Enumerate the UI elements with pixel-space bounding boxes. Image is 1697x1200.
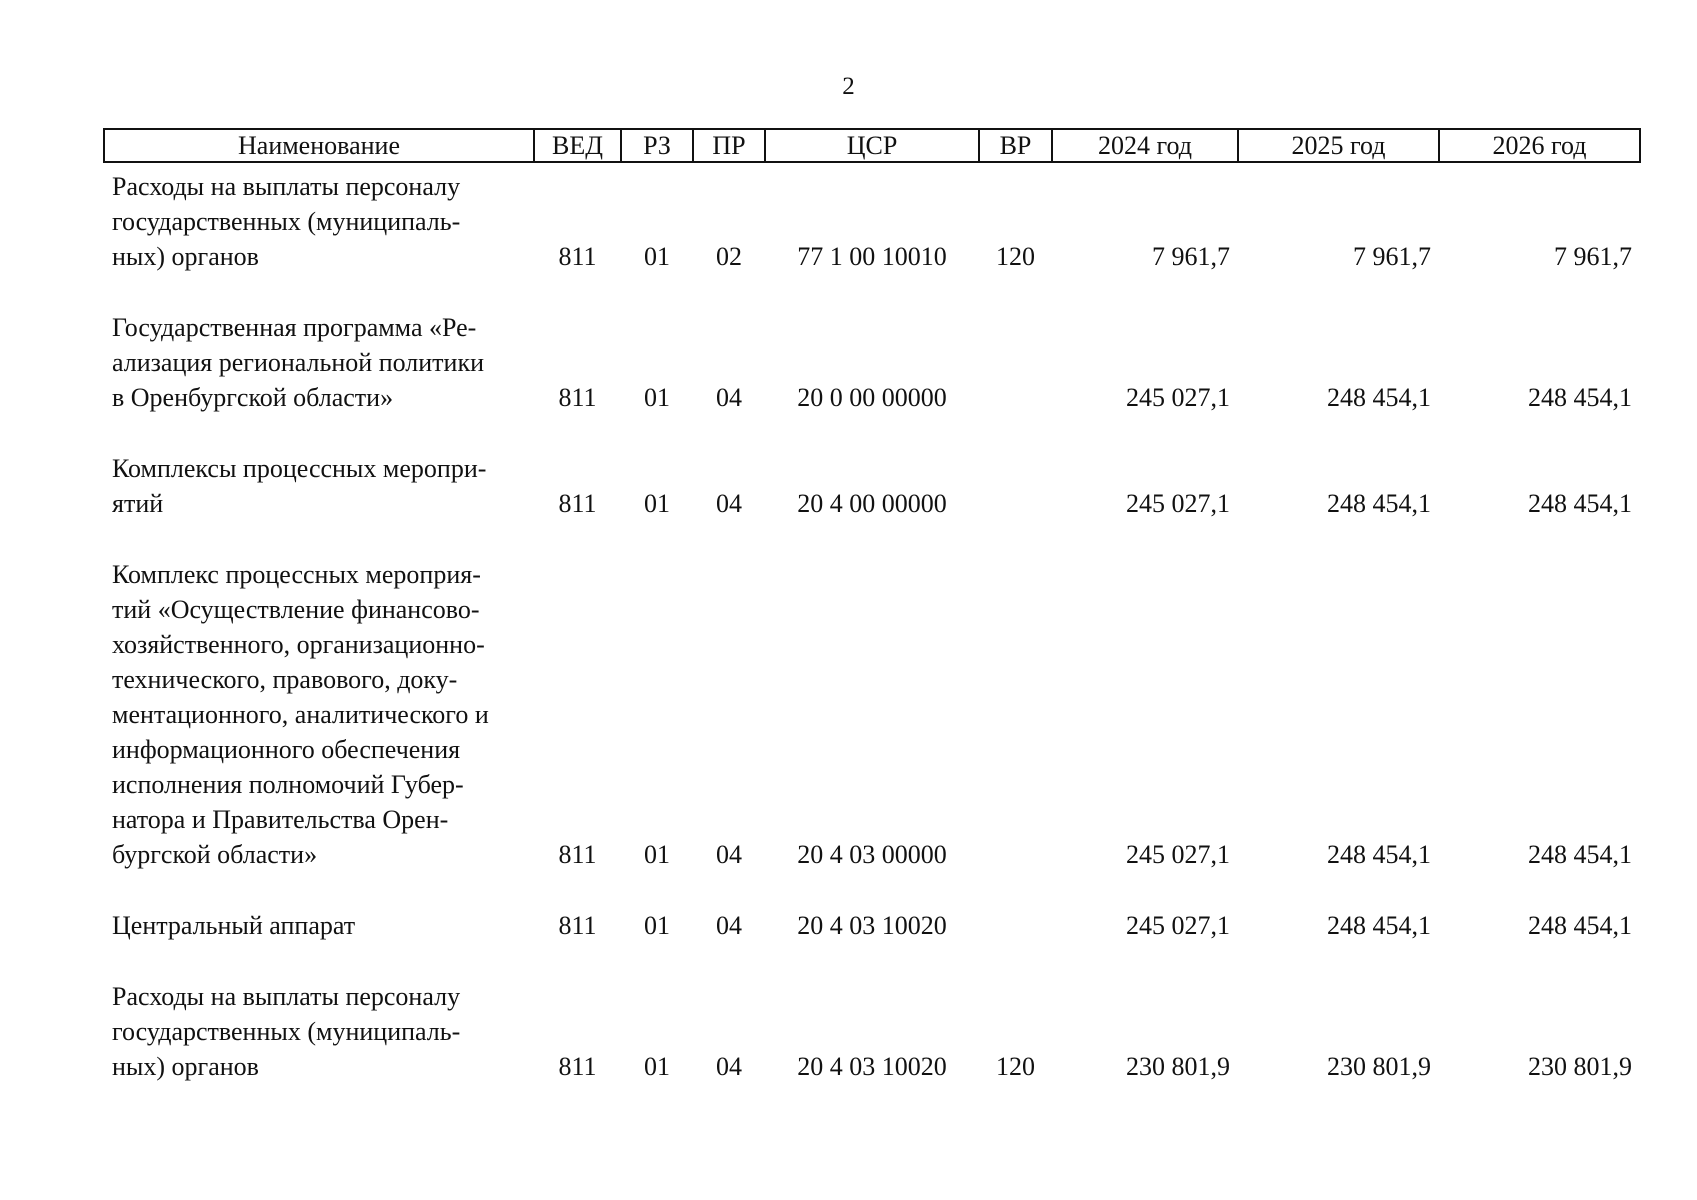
- row-name: Расходы на выплаты персоналу государственных (муниципаль- ных) органов: [112, 982, 461, 1081]
- row-name: Государственная программа «Ре- ализация региональной политики в Оренбургской области»: [112, 313, 484, 412]
- table-row: [104, 310, 1640, 415]
- header-name: Наименование: [104, 129, 534, 162]
- row-name: Расходы на выплаты персоналу государственных (муниципаль- ных) органов: [112, 172, 461, 271]
- row-csr: 20 4 03 00000: [797, 840, 947, 869]
- table-row: [104, 908, 1640, 943]
- row-pr: 04: [716, 911, 742, 940]
- row-vr: [979, 451, 1052, 521]
- header-2024: 2024 год: [1052, 129, 1238, 162]
- row-2026: 230 801,9: [1528, 1052, 1632, 1081]
- header-csr: ЦСР: [765, 129, 979, 162]
- row-2024: 245 027,1: [1126, 489, 1230, 518]
- row-name: Центральный аппарат: [112, 911, 356, 940]
- header-vr: ВР: [979, 129, 1052, 162]
- row-csr: 20 4 03 10020: [797, 1052, 947, 1081]
- header-2025: 2025 год: [1238, 129, 1439, 162]
- row-2025: 248 454,1: [1327, 383, 1431, 412]
- row-name: Комплекс процессных мероприя- тий «Осуществление финансово- хозяйственного, организационно- технического, правового, доку- ментационного, аналитического и информационного обеспечения исполнения полномочий Губер- натора и Правительства Орен- бургской области»: [112, 560, 489, 869]
- row-2024: 230 801,9: [1126, 1052, 1230, 1081]
- row-ved: 811: [558, 911, 597, 940]
- row-pr: 04: [716, 840, 742, 869]
- page-number: 2: [842, 73, 855, 100]
- row-vr: [979, 310, 1052, 415]
- table-row: [104, 557, 1640, 872]
- row-2026: 248 454,1: [1528, 383, 1632, 412]
- row-rz: 01: [644, 911, 670, 940]
- row-rz: 01: [644, 242, 670, 271]
- row-csr: 20 4 00 00000: [797, 489, 947, 518]
- table-row: [104, 979, 1640, 1084]
- table-row: [104, 169, 1640, 274]
- row-2025: 248 454,1: [1327, 911, 1431, 940]
- row-rz: 01: [644, 383, 670, 412]
- header-ved: ВЕД: [534, 129, 621, 162]
- row-2026: 248 454,1: [1528, 489, 1632, 518]
- row-2024: 245 027,1: [1126, 911, 1230, 940]
- row-pr: 02: [716, 242, 742, 271]
- row-rz: 01: [644, 489, 670, 518]
- row-rz: 01: [644, 840, 670, 869]
- row-ved: 811: [558, 840, 597, 869]
- row-2024: 7 961,7: [1152, 242, 1230, 271]
- row-2026: 248 454,1: [1528, 911, 1632, 940]
- row-name: Комплексы процессных меропри- ятий: [112, 454, 487, 518]
- table-row: [104, 451, 1640, 521]
- row-pr: 04: [716, 489, 742, 518]
- row-vr: 120: [996, 1052, 1035, 1081]
- table-header-row: [104, 129, 1640, 162]
- budget-table: [103, 128, 1641, 1084]
- row-2026: 7 961,7: [1554, 242, 1632, 271]
- row-ved: 811: [558, 383, 597, 412]
- row-csr: 20 4 03 10020: [797, 911, 947, 940]
- row-csr: 20 0 00 00000: [797, 383, 947, 412]
- row-vr: 120: [996, 242, 1035, 271]
- header-2026: 2026 год: [1439, 129, 1640, 162]
- row-2025: 248 454,1: [1327, 840, 1431, 869]
- row-rz: 01: [644, 1052, 670, 1081]
- row-2025: 248 454,1: [1327, 489, 1431, 518]
- row-2025: 7 961,7: [1353, 242, 1431, 271]
- row-vr: [979, 908, 1052, 943]
- row-pr: 04: [716, 1052, 742, 1081]
- header-rz: РЗ: [621, 129, 693, 162]
- row-ved: 811: [558, 489, 597, 518]
- row-ved: 811: [558, 242, 597, 271]
- row-2026: 248 454,1: [1528, 840, 1632, 869]
- row-2025: 230 801,9: [1327, 1052, 1431, 1081]
- header-pr: ПР: [693, 129, 765, 162]
- row-2024: 245 027,1: [1126, 840, 1230, 869]
- row-vr: [979, 557, 1052, 872]
- row-2024: 245 027,1: [1126, 383, 1230, 412]
- row-csr: 77 1 00 10010: [797, 242, 947, 271]
- row-ved: 811: [558, 1052, 597, 1081]
- row-pr: 04: [716, 383, 742, 412]
